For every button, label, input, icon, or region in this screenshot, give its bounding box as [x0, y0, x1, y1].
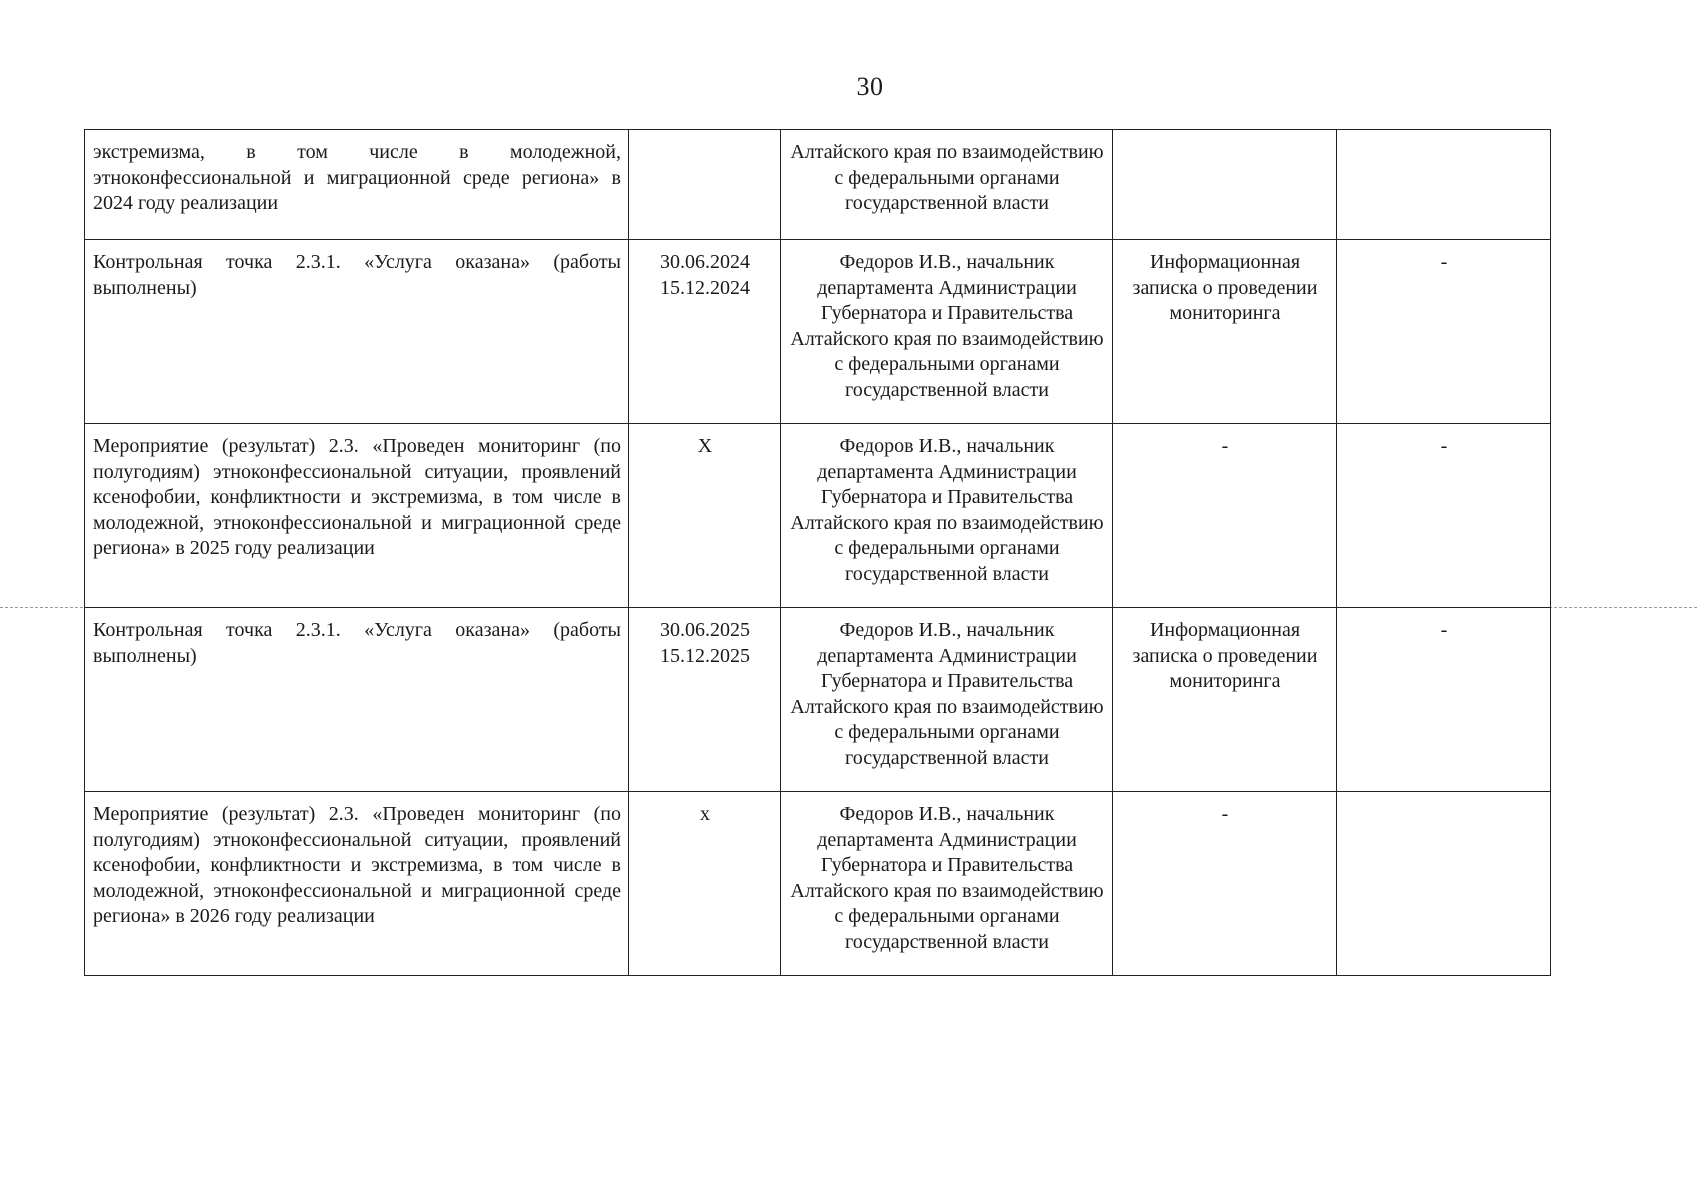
- table-row: [85, 130, 1551, 240]
- note-cell: -: [1337, 240, 1551, 424]
- table-row: [85, 792, 1551, 976]
- table-row: [85, 424, 1551, 608]
- implementation-plan-table: [84, 129, 1551, 976]
- event-cell: Контрольная точка 2.3.1. «Услуга оказана» (работы выполнены): [85, 240, 629, 424]
- deadline-cell: 30.06.2024 15.12.2024: [629, 240, 781, 424]
- responsible-cell: Федоров И.В., начальник департамента Администрации Губернатора и Правительства Алтайского края по взаимодействию с федеральными органами государственной власти: [781, 608, 1113, 792]
- document-cell: -: [1113, 792, 1337, 976]
- note-cell: [1337, 130, 1551, 240]
- responsible-cell: Алтайского края по взаимодействию с федеральными органами государственной власти: [781, 130, 1113, 240]
- event-cell: Контрольная точка 2.3.1. «Услуга оказана» (работы выполнены): [85, 608, 629, 792]
- deadline-cell: [629, 130, 781, 240]
- document-cell: -: [1113, 424, 1337, 608]
- document-cell: Информационная записка о проведении мониторинга: [1113, 240, 1337, 424]
- event-cell: экстремизма, в том числе в молодежной, этноконфессиональной и миграционной среде региона» в 2024 году реализации: [85, 130, 629, 240]
- note-cell: -: [1337, 608, 1551, 792]
- responsible-cell: Федоров И.В., начальник департамента Администрации Губернатора и Правительства Алтайского края по взаимодействию с федеральными органами государственной власти: [781, 240, 1113, 424]
- document-cell: Информационная записка о проведении мониторинга: [1113, 608, 1337, 792]
- document-cell: [1113, 130, 1337, 240]
- note-cell: [1337, 792, 1551, 976]
- responsible-cell: Федоров И.В., начальник департамента Администрации Губернатора и Правительства Алтайского края по взаимодействию с федеральными органами государственной власти: [781, 792, 1113, 976]
- note-cell: -: [1337, 424, 1551, 608]
- event-cell: Мероприятие (результат) 2.3. «Проведен мониторинг (по полугодиям) этноконфессиональной ситуации, проявлений ксенофобии, конфликтности и экстремизма, в том числе в молодежной, этноконфессиональной и миграционной среде региона» в 2026 году реализации: [85, 792, 629, 976]
- deadline-cell: 30.06.2025 15.12.2025: [629, 608, 781, 792]
- deadline-cell: X: [629, 424, 781, 608]
- page-number: 30: [856, 72, 884, 101]
- responsible-cell: Федоров И.В., начальник департамента Администрации Губернатора и Правительства Алтайского края по взаимодействию с федеральными органами государственной власти: [781, 424, 1113, 608]
- deadline-cell: x: [629, 792, 781, 976]
- table-row: [85, 240, 1551, 424]
- table-row: [85, 608, 1551, 792]
- event-cell: Мероприятие (результат) 2.3. «Проведен мониторинг (по полугодиям) этноконфессиональной ситуации, проявлений ксенофобии, конфликтности и экстремизма, в том числе в молодежной, этноконфессиональной и миграционной среде региона» в 2025 году реализации: [85, 424, 629, 608]
